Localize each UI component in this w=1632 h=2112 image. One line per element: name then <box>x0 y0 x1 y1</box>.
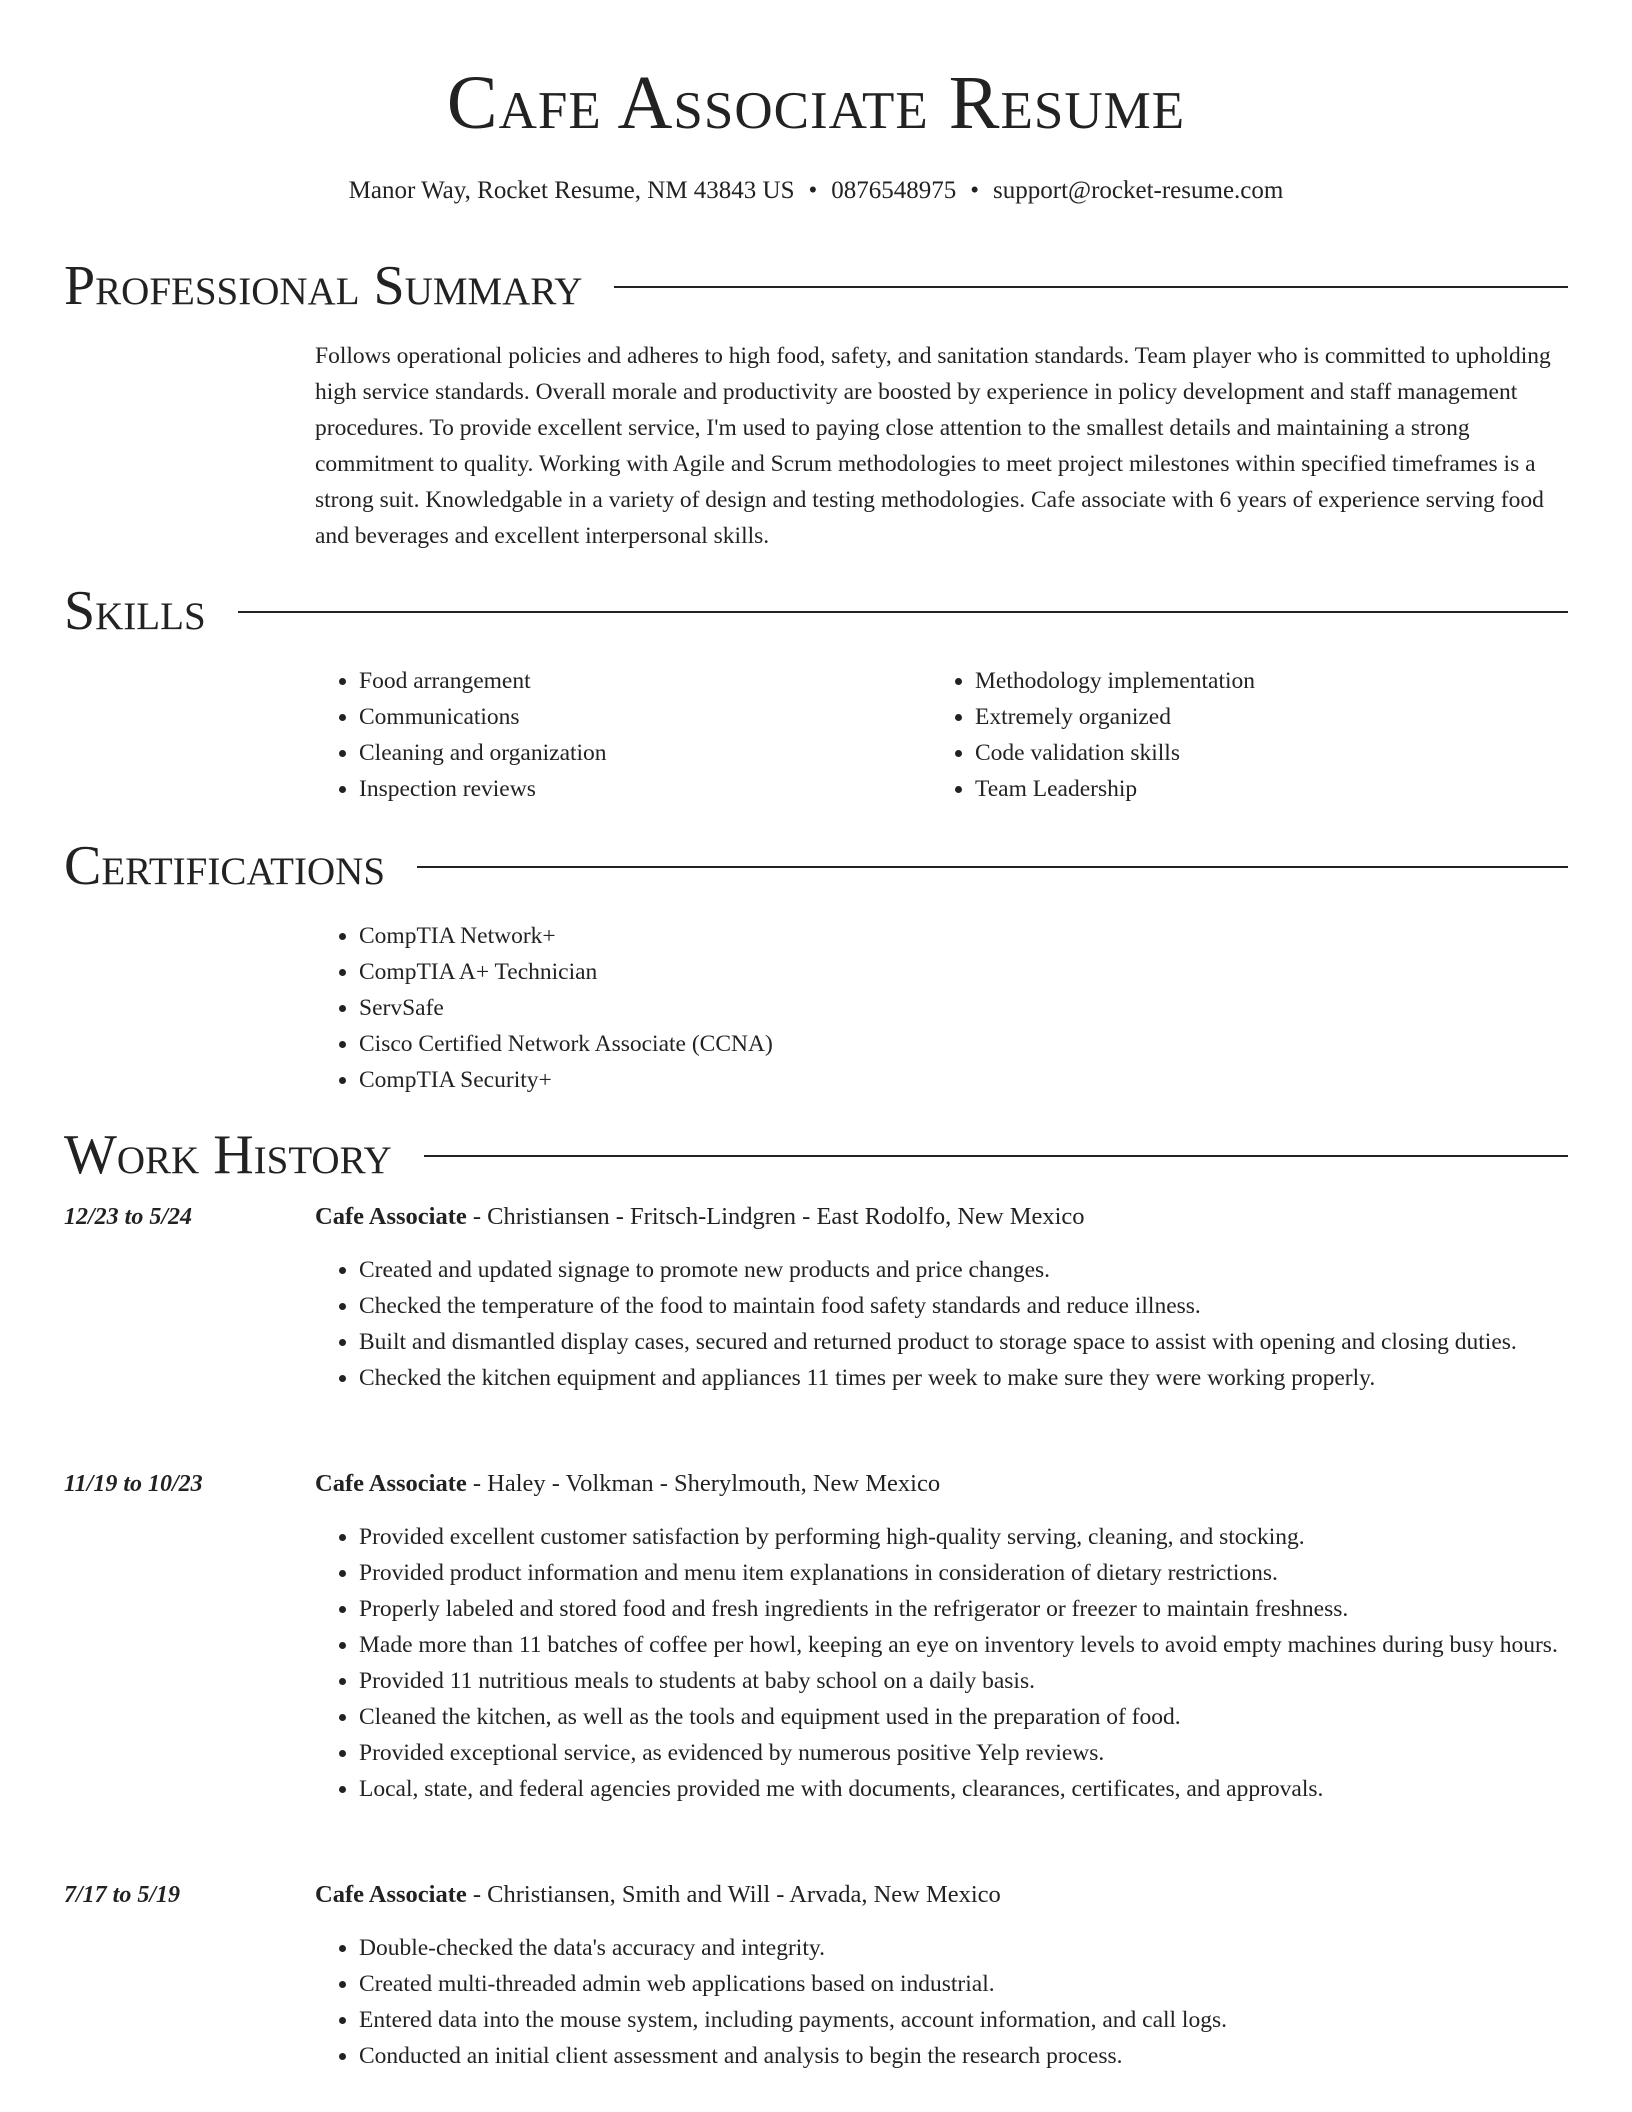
skill-item: • Communications <box>359 699 875 735</box>
summary-text: Follows operational policies and adheres to high food, safety, and sanitation standards. Team player who is committed to upholding high service standards. Overall morale and productivity are boosted by experience in policy development and staff management procedures. To provide excellent service, I'm used to paying close attention to the smallest details and maintaining a strong commitment to quality. Working with Agile and Scrum methodologies to meet project milestones within specified timeframes is a strong suit. Knowledgable in a variety of design and testing methodologies. Cafe associate with 6 years of experience serving food and beverages and excellent interpersonal skills. <box>315 343 1551 549</box>
resume-title: Cafe Associate Resume <box>446 61 1186 145</box>
section-header-work-history <box>64 1122 1568 1188</box>
contact-address: Manor Way, Rocket Resume, NM 43843 US <box>348 177 795 204</box>
job-bullet: • Conducted an initial client assessment and analysis to begin the research process. <box>359 2038 1568 2074</box>
job-role <box>315 1200 1568 1234</box>
job-bullet: • Properly labeled and stored food and fresh ingredients in the refrigerator or freezer to maintain freshness. <box>359 1591 1568 1627</box>
job-bullet: • Entered data into the mouse system, including payments, account information, and call logs. <box>359 2002 1568 2038</box>
certifications-list <box>315 918 1515 1098</box>
job-bullet: • Checked the kitchen equipment and appliances 11 times per week to make sure they were working properly. <box>359 1360 1568 1396</box>
contact-email: support@rocket-resume.com <box>993 177 1284 204</box>
skill-item: • Extremely organized <box>975 699 1551 735</box>
job-title: Cafe Associate <box>315 1470 467 1497</box>
skill-item: • Team Leadership <box>975 771 1551 807</box>
job-dates: 11/19 to 10/23 <box>64 1471 203 1497</box>
job-bullet: • Provided exceptional service, as evidenced by numerous positive Yelp reviews. <box>359 1735 1568 1771</box>
job-bullet: • Made more than 11 batches of coffee per howl, keeping an eye on inventory levels to avoid empty machines during busy hours. <box>359 1627 1568 1663</box>
section-divider <box>417 866 1568 868</box>
job-bullet: • Built and dismantled display cases, secured and returned product to storage space to assist with opening and closing duties. <box>359 1324 1568 1360</box>
section-header-summary <box>64 253 1568 319</box>
certification-item: • ServSafe <box>359 990 1515 1026</box>
contact-separator: • <box>970 177 980 204</box>
job-bullet: • Double-checked the data's accuracy and integrity. <box>359 1930 1568 1966</box>
certification-item: • CompTIA Security+ <box>359 1062 1515 1098</box>
skills-column-1 <box>315 663 875 807</box>
section-header-skills <box>64 578 1568 644</box>
job-role <box>315 1467 1568 1501</box>
job-title: Cafe Associate <box>315 1203 467 1230</box>
job-bullet: • Checked the temperature of the food to maintain food safety standards and reduce illness. <box>359 1288 1568 1324</box>
job-role <box>315 1878 1568 1912</box>
skill-item: • Food arrangement <box>359 663 875 699</box>
job-dates: 12/23 to 5/24 <box>64 1204 193 1230</box>
job-bullet: • Created multi-threaded admin web applications based on industrial. <box>359 1966 1568 2002</box>
skill-item: • Cleaning and organization <box>359 735 875 771</box>
contact-separator: • <box>808 177 818 204</box>
job-title: Cafe Associate <box>315 1881 467 1908</box>
section-title-certifications: Certifications <box>64 835 386 897</box>
contact-phone: 0876548975 <box>831 177 957 204</box>
section-title-skills: Skills <box>64 580 206 642</box>
job-bullet: • Local, state, and federal agencies provided me with documents, clearances, certificates, and approvals. <box>359 1771 1568 1807</box>
job-bullet: • Cleaned the kitchen, as well as the tools and equipment used in the preparation of food. <box>359 1699 1568 1735</box>
section-divider <box>424 1155 1568 1157</box>
job-bullet: • Provided 11 nutritious meals to students at baby school on a daily basis. <box>359 1663 1568 1699</box>
certification-item: • CompTIA Network+ <box>359 918 1515 954</box>
job-dates: 7/17 to 5/19 <box>64 1882 181 1908</box>
skills-column-2 <box>931 663 1551 807</box>
skill-item: • Inspection reviews <box>359 771 875 807</box>
job-bullet: • Provided excellent customer satisfaction by performing high-quality serving, cleaning, and stocking. <box>359 1519 1568 1555</box>
certification-item: • Cisco Certified Network Associate (CCNA) <box>359 1026 1515 1062</box>
job-bullet: • Created and updated signage to promote new products and price changes. <box>359 1252 1568 1288</box>
section-title-summary: Professional Summary <box>64 255 583 317</box>
contact-line <box>0 174 1632 208</box>
skill-item: • Code validation skills <box>975 735 1551 771</box>
certification-item: • CompTIA A+ Technician <box>359 954 1515 990</box>
job-employer: - Christiansen, Smith and Will - Arvada, New Mexico <box>466 1881 1001 1908</box>
section-divider <box>238 611 1568 613</box>
section-header-certifications <box>64 833 1568 899</box>
job-employer: - Haley - Volkman - Sherylmouth, New Mexico <box>466 1470 941 1497</box>
section-title-work-history: Work History <box>64 1124 392 1186</box>
skill-item: • Methodology implementation <box>975 663 1551 699</box>
section-divider <box>614 286 1568 288</box>
job-employer: - Christiansen - Fritsch-Lindgren - East Rodolfo, New Mexico <box>466 1203 1085 1230</box>
job-bullet: • Provided product information and menu item explanations in consideration of dietary restrictions. <box>359 1555 1568 1591</box>
